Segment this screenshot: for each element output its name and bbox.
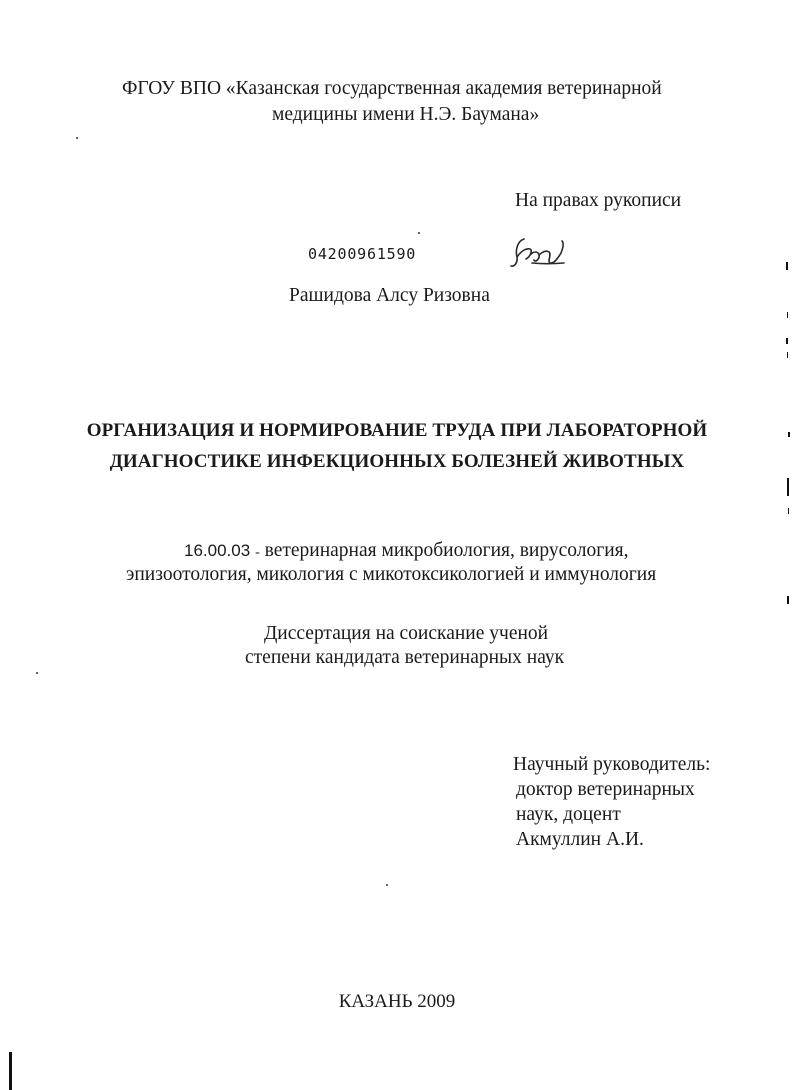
supervisor-label: Научный руководитель:	[513, 754, 711, 775]
scan-edge-mark	[787, 352, 788, 358]
manuscript-rights: На правах рукописи	[515, 190, 682, 211]
city-year: КАЗАНЬ 2009	[338, 991, 456, 1012]
specialty-code: 16.00.03	[184, 541, 251, 560]
author-name: Рашидова Алсу Ризовна	[289, 285, 490, 306]
specialty-dash: -	[255, 545, 260, 560]
scan-edge-mark	[787, 478, 789, 496]
supervisor-degree-text: наук, доцент	[516, 804, 621, 825]
supervisor-degree-line-2	[516, 805, 621, 825]
specialty-line-1	[184, 541, 629, 561]
scan-edge-mark	[787, 596, 789, 604]
specialty-line-2: эпизоотология, микология с микотоксикологией и иммунология	[126, 564, 657, 585]
scan-edge-mark	[788, 432, 790, 437]
dissertation-title-line-1: ОРГАНИЗАЦИЯ И НОРМИРОВАНИЕ ТРУДА ПРИ ЛАБОРАТОРНОЙ	[86, 420, 708, 441]
specialty-name-part-1: ветеринарная микробиология, вирусология,	[264, 540, 629, 561]
signature-image	[508, 233, 570, 273]
supervisor-name: Акмуллин А.И.	[516, 829, 644, 850]
supervisor-degree-line-1: доктор ветеринарных	[516, 779, 695, 800]
scan-speck	[386, 884, 388, 886]
scan-edge-mark	[788, 508, 789, 514]
scan-edge-mark	[787, 312, 788, 318]
scan-edge-bar	[9, 1052, 12, 1090]
scan-speck	[36, 672, 38, 674]
dissertation-statement-line-1: Диссертация на соискание ученой	[264, 623, 549, 644]
scan-speck	[76, 137, 78, 139]
scan-speck	[418, 232, 420, 234]
dissertation-statement-line-2: степени кандидата ветеринарных наук	[245, 647, 565, 668]
registration-number: 04200961590	[308, 245, 417, 263]
institution-line-2: медицины имени Н.Э. Баумана»	[272, 104, 540, 125]
scan-edge-mark	[786, 262, 788, 270]
dissertation-title-line-2: ДИАГНОСТИКЕ ИНФЕКЦИОННЫХ БОЛЕЗНЕЙ ЖИВОТНЫХ	[109, 451, 685, 472]
scan-edge-mark	[786, 338, 788, 344]
institution-line-1: ФГОУ ВПО «Казанская государственная академия ветеринарной	[122, 78, 662, 99]
